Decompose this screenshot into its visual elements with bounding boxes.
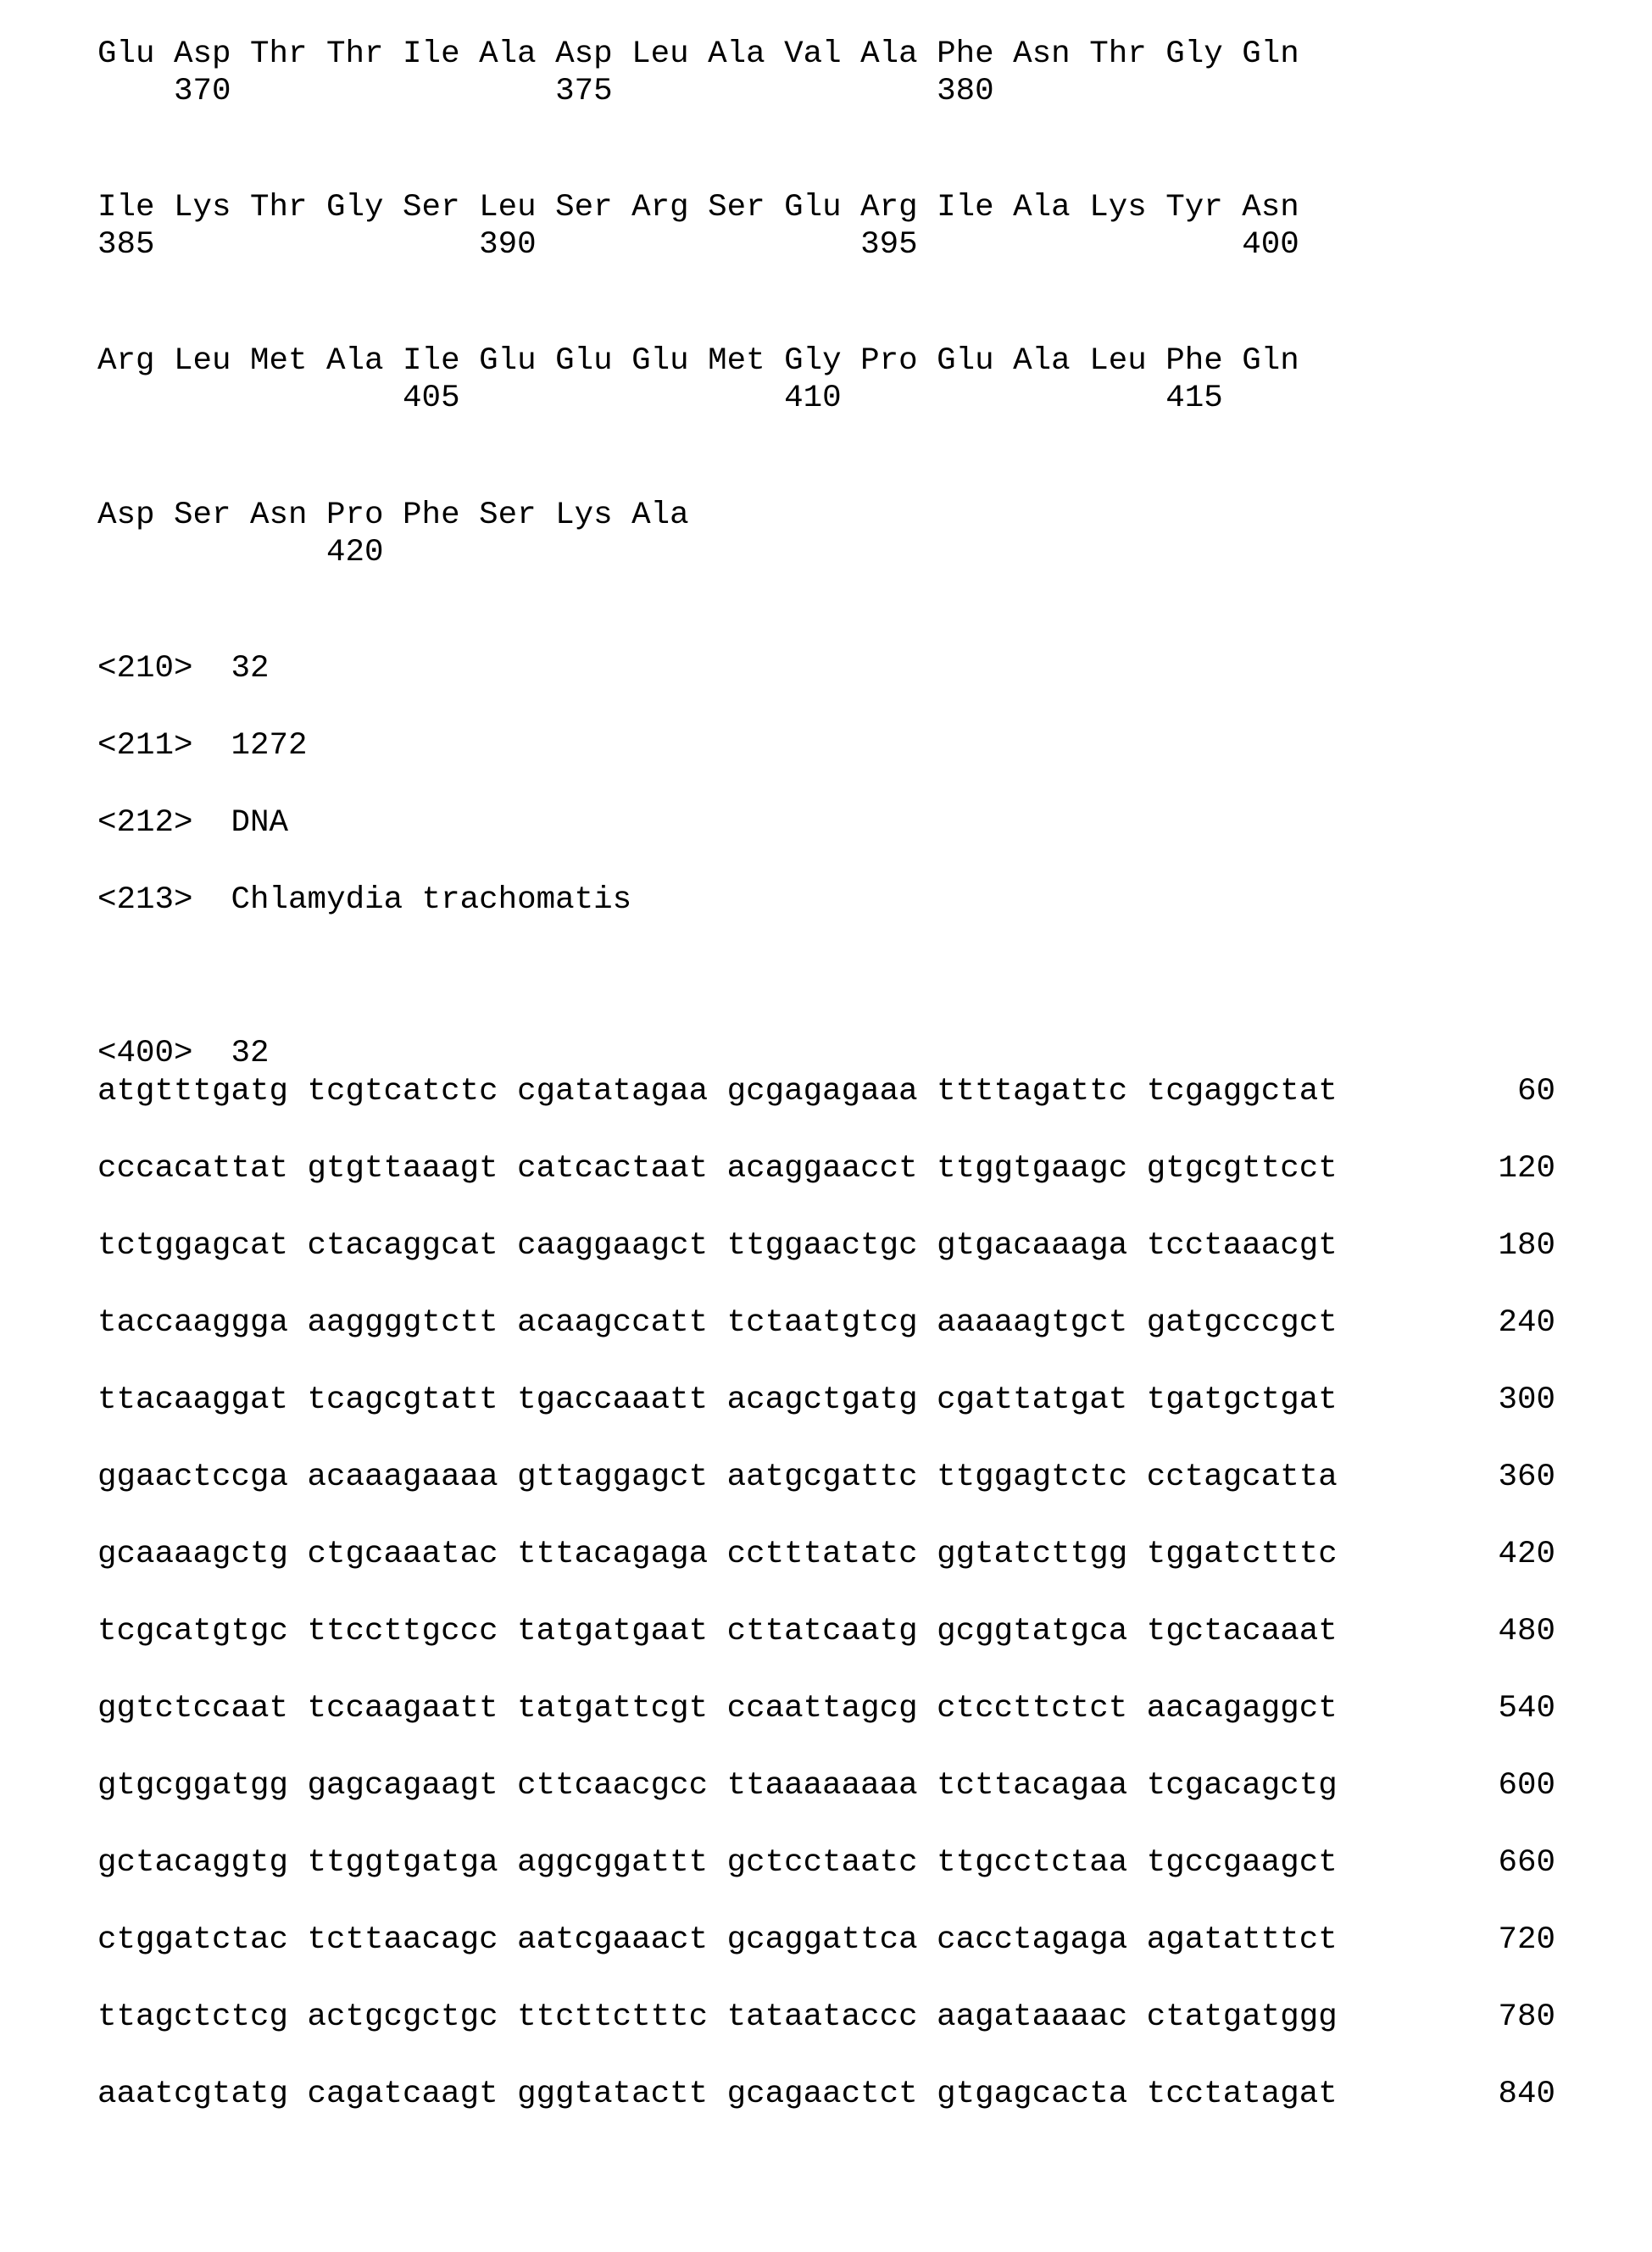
sequence-line (97, 1690, 1555, 1727)
organism-field (97, 881, 631, 919)
sequence-position: 660 (1498, 1845, 1555, 1881)
sequence-line (97, 1304, 1555, 1342)
sequence-bases: ggtctccaat tccaagaatt tatgattcgt ccaattagcg ctccttctct aacagaggct (97, 1691, 1338, 1727)
protein-position-numbers: 420 (97, 535, 384, 570)
protein-position-numbers: 405 410 415 (97, 381, 1223, 416)
sequence-bases: aaatcgtatg cagatcaagt gggtatactt gcagaactct gtgagcacta tcctatagat (97, 2077, 1338, 2112)
sequence-position: 300 (1498, 1382, 1555, 1418)
sequence-bases: gcaaaagctg ctgcaaatac tttacagaga cctttatatc ggtatcttgg tggatctttc (97, 1537, 1338, 1572)
sequence-line (97, 1999, 1555, 2036)
sequence-line (97, 1536, 1555, 1573)
sequence-line (97, 1613, 1555, 1650)
sequence-position: 600 (1498, 1768, 1555, 1804)
field-value: 32 (231, 1036, 270, 1071)
protein-residues-line: Ile Lys Thr Gly Ser Leu Ser Arg Ser Glu Arg Ile Ala Lys Tyr Asn (97, 190, 1299, 225)
sequence-position: 60 (1516, 1074, 1555, 1109)
field-tag: <210> (97, 651, 193, 687)
sequence-line (97, 1227, 1555, 1265)
field-value: 32 (231, 651, 270, 687)
protein-residues-line: Asp Ser Asn Pro Phe Ser Lys Ala (97, 498, 689, 533)
field-value: Chlamydia trachomatis (231, 882, 632, 918)
sequence-position: 840 (1498, 2077, 1555, 2112)
sequence-bases: tcgcatgtgc ttccttgccc tatgatgaat cttatcaatg gcggtatgca tgctacaaat (97, 1614, 1338, 1649)
protein-position-numbers: 370 375 380 (97, 74, 994, 109)
seq-type-field (97, 804, 288, 842)
sequence-position: 540 (1498, 1691, 1555, 1727)
sequence-bases: taccaaggga aaggggtctt acaagccatt tctaatgtcg aaaaagtgct gatgcccgct (97, 1305, 1338, 1341)
sequence-position: 120 (1498, 1151, 1555, 1187)
sequence-position: 720 (1498, 1922, 1555, 1958)
field-tag: <213> (97, 882, 193, 918)
sequence-bases: ttagctctcg actgcgctgc ttcttctttc tataataccc aagataaaac ctatgatggg (97, 1999, 1338, 2035)
sequence-position: 780 (1498, 1999, 1555, 2035)
sequence-bases: ttacaaggat tcagcgtatt tgaccaaatt acagctgatg cgattatgat tgatgctgat (97, 1382, 1338, 1418)
protein-position-numbers: 385 390 395 400 (97, 227, 1299, 263)
sequence-line (97, 1459, 1555, 1496)
protein-residues-line: Arg Leu Met Ala Ile Glu Glu Glu Met Gly Pro Glu Ala Leu Phe Gln (97, 343, 1299, 379)
sequence-bases: ctggatctac tcttaacagc aatcgaaact gcaggattca cacctagaga agatatttct (97, 1922, 1338, 1958)
sequence-line (97, 1382, 1555, 1419)
field-tag: <211> (97, 728, 193, 764)
sequence-bases: ggaactccga acaaagaaaa gttaggagct aatgcgattc ttggagtctc cctagcatta (97, 1460, 1338, 1495)
seq-length-field (97, 727, 308, 765)
field-value: DNA (231, 805, 289, 841)
sequence-position: 480 (1498, 1614, 1555, 1649)
sequence-position: 420 (1498, 1537, 1555, 1572)
sequence-line (97, 2076, 1555, 2113)
field-tag: <212> (97, 805, 193, 841)
sequence-bases: gtgcggatgg gagcagaagt cttcaacgcc ttaaaaaaaa tcttacagaa tcgacagctg (97, 1768, 1338, 1804)
protein-residues-line: Glu Asp Thr Thr Ile Ala Asp Leu Ala Val Ala Phe Asn Thr Gly Gln (97, 36, 1299, 72)
field-value: 1272 (231, 728, 308, 764)
sequence-position: 360 (1498, 1460, 1555, 1495)
sequence-bases: gctacaggtg ttggtgatga aggcggattt gctcctaatc ttgcctctaa tgccgaagct (97, 1845, 1338, 1881)
sequence-header (97, 1035, 270, 1072)
sequence-line (97, 1150, 1555, 1187)
sequence-line (97, 1844, 1555, 1882)
sequence-line (97, 1073, 1555, 1110)
sequence-bases: tctggagcat ctacaggcat caaggaagct ttggaactgc gtgacaaaga tcctaaacgt (97, 1228, 1338, 1264)
sequence-bases: cccacattat gtgttaaagt catcactaat acaggaacct ttggtgaagc gtgcgttcct (97, 1151, 1338, 1187)
field-tag: <400> (97, 1036, 193, 1071)
sequence-bases: atgtttgatg tcgtcatctc cgatatagaa gcgagagaaa ttttagattc tcgaggctat (97, 1074, 1338, 1109)
sequence-line (97, 1767, 1555, 1804)
sequence-position: 180 (1498, 1228, 1555, 1264)
sequence-line (97, 1921, 1555, 1959)
seq-id-field (97, 650, 270, 687)
sequence-position: 240 (1498, 1305, 1555, 1341)
